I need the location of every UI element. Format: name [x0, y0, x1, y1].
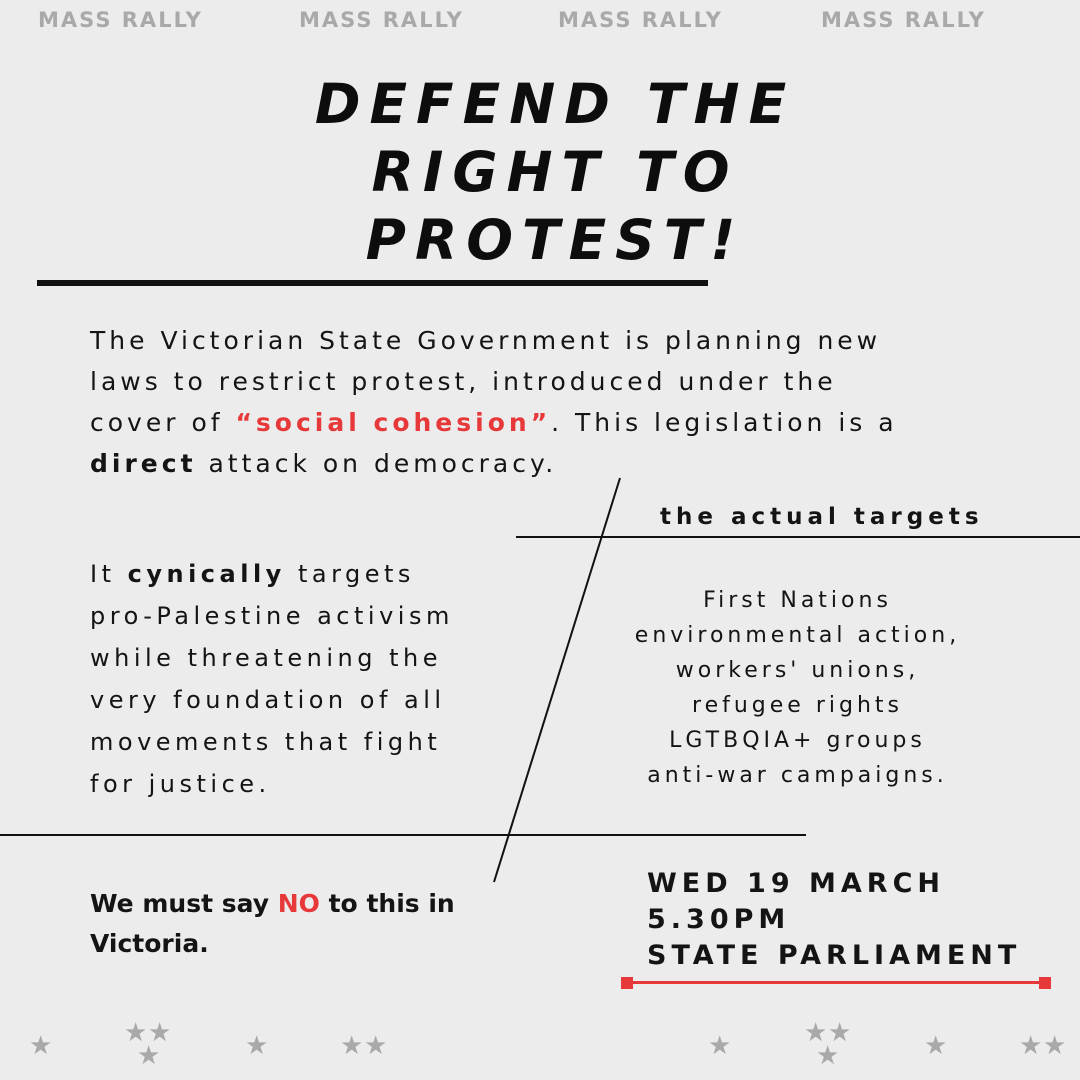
target-item: environmental action,: [634, 623, 961, 648]
star-icon: ★: [1019, 1031, 1043, 1061]
star-icon: ★: [816, 1041, 840, 1071]
star-icon: ★: [124, 1018, 148, 1048]
target-item: LGTBQIA+ groups: [669, 728, 926, 753]
left-line-3: while threatening the: [90, 644, 443, 672]
left-text: It: [90, 560, 128, 588]
star-icon: ★: [708, 1031, 732, 1061]
headline-line-1: DEFEND THE: [314, 72, 796, 136]
target-item: workers' unions,: [675, 658, 920, 683]
intro-text: . This legislation is a: [551, 408, 898, 437]
intro-text: cover of: [90, 408, 236, 437]
banner-item: MASS RALLY: [38, 8, 203, 32]
star-icon: ★: [148, 1018, 172, 1048]
banner-item: MASS RALLY: [821, 8, 986, 32]
cynically-emphasis: cynically: [127, 560, 286, 588]
left-line-5: movements that fight: [90, 728, 442, 756]
left-line-1: [90, 553, 530, 595]
target-item: refugee rights: [692, 693, 903, 718]
cta-text: We must say: [90, 889, 278, 918]
star-icon: ★: [828, 1018, 852, 1048]
headline-line-2: RIGHT TO: [371, 140, 739, 204]
targets-heading: the actual targets: [660, 504, 984, 530]
target-item: anti-war campaigns.: [647, 763, 948, 788]
event-location: STATE PARLIAMENT: [647, 940, 1022, 971]
intro-text: attack on democracy.: [196, 449, 558, 478]
event-date: WED 19 MARCH: [647, 868, 945, 899]
banner-item: MASS RALLY: [558, 8, 723, 32]
left-line-4: very foundation of all: [90, 686, 446, 714]
star-icon: ★: [924, 1031, 948, 1061]
cta-text: to this in Victoria.: [90, 889, 455, 958]
no-highlight: NO: [277, 889, 320, 918]
star-icon: ★: [804, 1018, 828, 1048]
banner-item: MASS RALLY: [299, 8, 464, 32]
underline-cap-left: [621, 977, 633, 989]
event-underline: [627, 981, 1045, 984]
intro-line-2: laws to restrict protest, introduced under the: [90, 367, 837, 396]
social-cohesion-highlight: “social cohesion”: [235, 408, 552, 437]
target-item: First Nations: [703, 588, 892, 613]
star-icon: ★: [29, 1031, 53, 1061]
headline-line-3: PROTEST!: [365, 208, 745, 272]
targets-list: [585, 583, 1010, 793]
star-icon: ★: [340, 1031, 364, 1061]
star-icon: ★: [1043, 1031, 1067, 1061]
star-icon: ★: [245, 1031, 269, 1061]
direct-emphasis: direct: [90, 449, 197, 478]
left-text: targets: [285, 560, 415, 588]
star-icon: ★: [364, 1031, 388, 1061]
underline-cap-right: [1039, 977, 1051, 989]
event-time: 5.30PM: [647, 904, 791, 935]
cynical-targets-paragraph: [90, 553, 530, 805]
left-line-2: pro-Palestine activism: [90, 602, 454, 630]
call-to-action: [90, 884, 510, 964]
intro-line-1: The Victorian State Government is planning new: [90, 326, 882, 355]
event-details: [647, 866, 1021, 974]
left-line-6: for justice.: [90, 770, 271, 798]
star-icon: ★: [137, 1041, 161, 1071]
